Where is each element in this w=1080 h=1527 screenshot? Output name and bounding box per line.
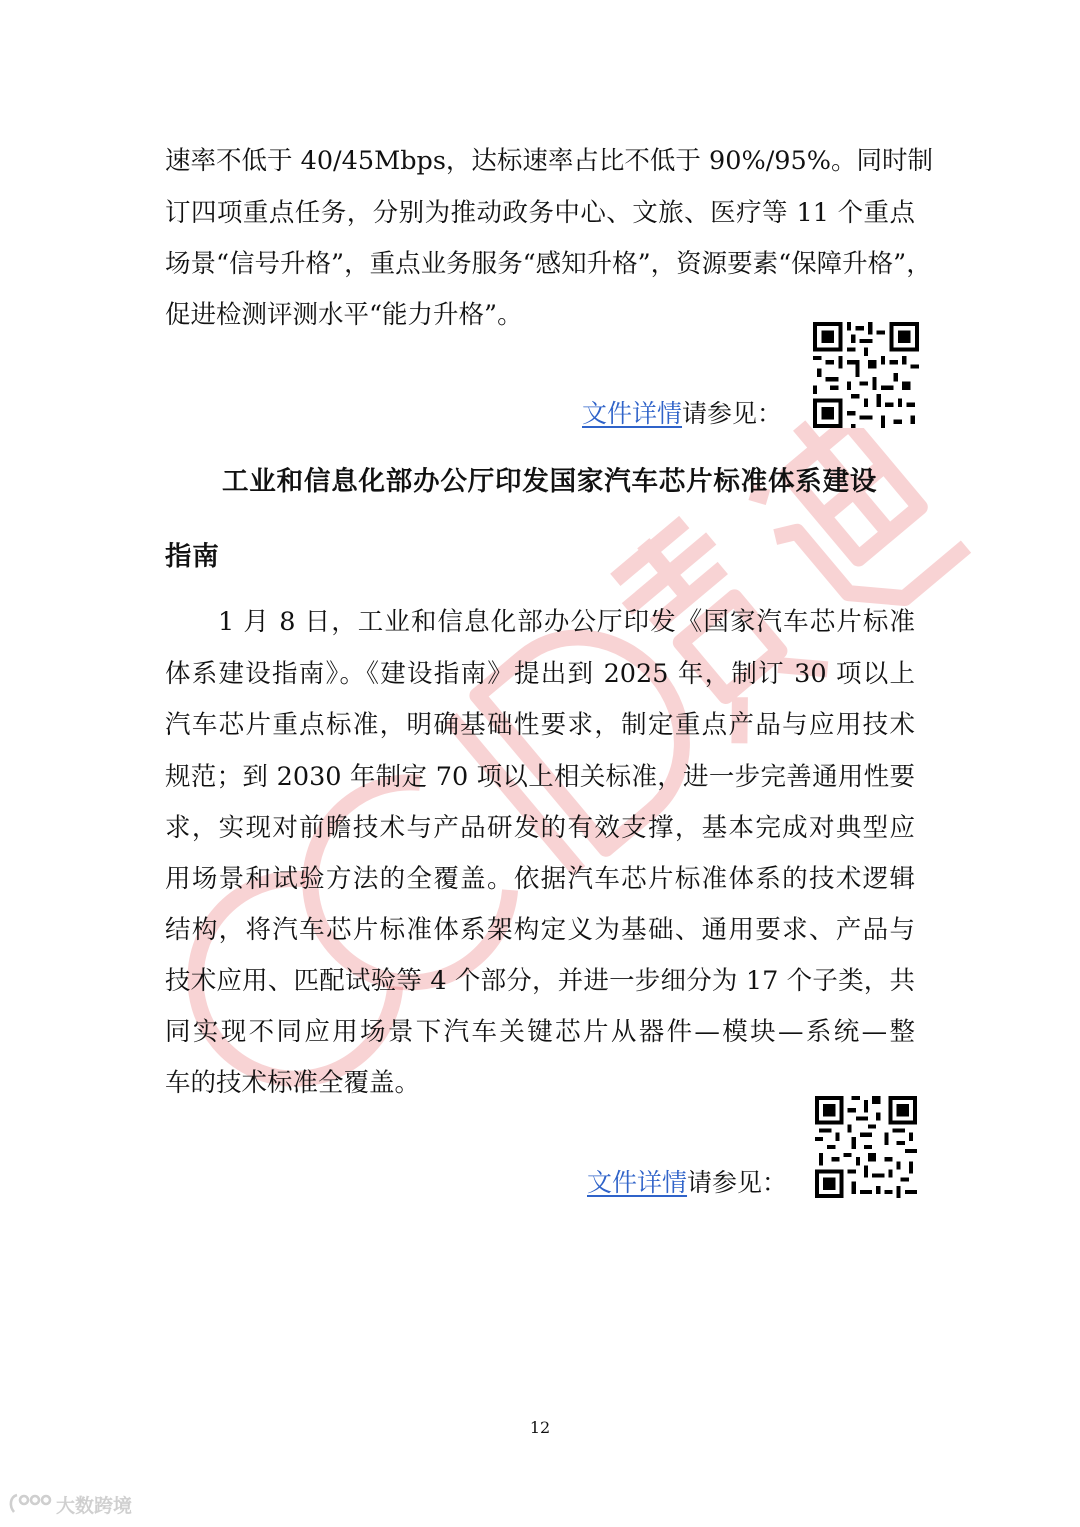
footer-brand [8,1490,132,1518]
page-number: 12 [529,1418,551,1437]
paragraph2-line-1: 1 月 8 日，工业和信息化部办公厅印发《国家汽车芯片标准 [218,607,915,637]
qr-code-icon[interactable] [815,1096,917,1198]
paragraph2-line-10: 车的技术标准全覆盖。 [165,1068,421,1098]
paragraph2-line-8: 技术应用、匹配试验等 4 个部分，并进一步细分为 17 个子类，共 [165,966,915,996]
paragraph1-line-4: 促进检测评测水平“能力升格”。 [165,300,523,330]
paragraph1-line-2: 订四项重点任务，分别为推动政务中心、文旅、医疗等 11 个重点 [165,198,915,228]
brand-logo-icon [8,1492,52,1516]
paragraph2-line-7: 结构，将汽车芯片标准体系架构定义为基础、通用要求、产品与 [165,915,915,945]
paragraph2-line-2: 体系建设指南》。《建设指南》提出到 2025 年，制订 30 项以上 [165,659,915,689]
footer-brand-text: 大数跨境 [56,1494,133,1517]
file-details-link[interactable]: 文件详情 [587,1168,688,1197]
paragraph1-line-3: 场景“信号升格”，重点业务服务“感知升格”，资源要素“保障升格”， [165,249,932,279]
paragraph2-line-6: 用场景和试验方法的全覆盖。依据汽车芯片标准体系的技术逻辑 [165,864,915,894]
file-details-link[interactable]: 文件详情 [582,399,683,428]
reference-label: 请参见： [687,1168,788,1197]
paragraph2-line-4: 规范；到 2030 年制定 70 项以上相关标准，进一步完善通用性要 [165,762,915,792]
paragraph1-line-1: 速率不低于 40/45Mbps，达标速率占比不低于 90%/95%。同时制 [165,146,933,176]
paragraph2-line-3: 汽车芯片重点标准，明确基础性要求，制定重点产品与应用技术 [165,710,915,740]
qr-code-icon[interactable] [813,322,919,428]
reference-row-2 [587,1163,787,1203]
reference-label: 请参见： [682,399,783,428]
paragraph2-line-5: 求，实现对前瞻技术与产品研发的有效支撑，基本完成对典型应 [165,813,915,843]
reference-row-1 [582,394,782,434]
section-heading-line-1: 工业和信息化部办公厅印发国家汽车芯片标准体系建设 [222,466,878,497]
section-heading-line-2: 指南 [165,541,220,572]
paragraph2-line-9: 同实现不同应用场景下汽车关键芯片从器件—模块—系统—整 [165,1017,915,1047]
